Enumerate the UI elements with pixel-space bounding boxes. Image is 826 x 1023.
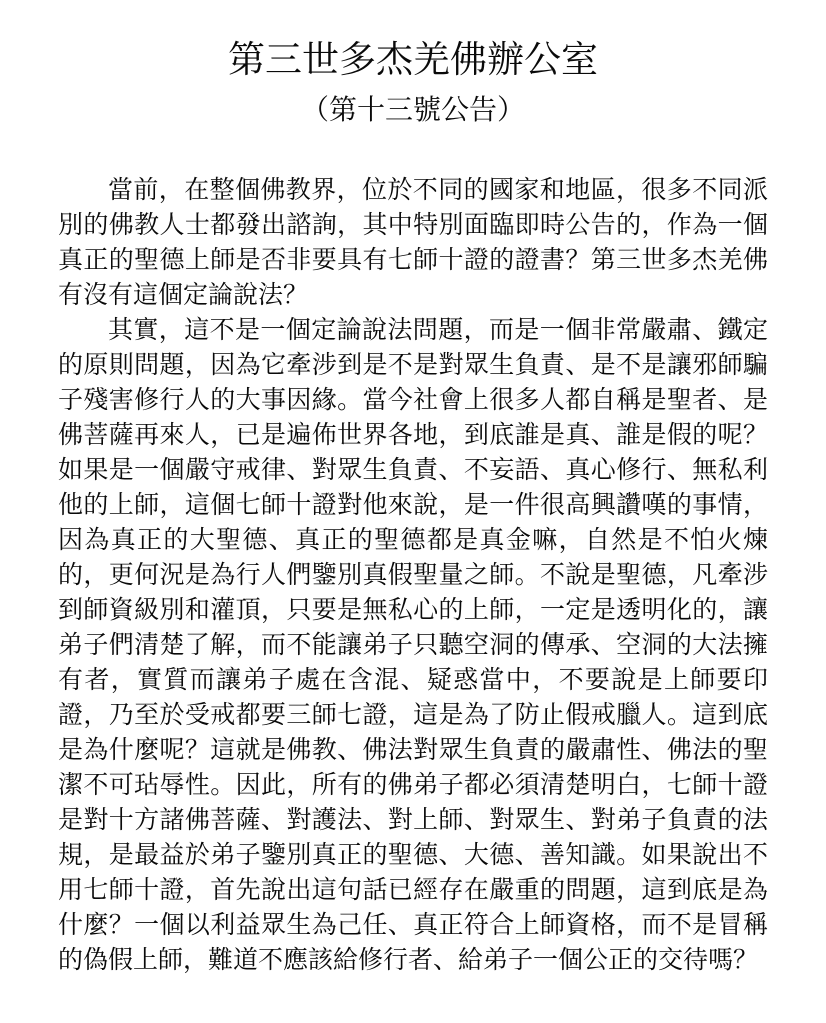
text-line: 證，乃至於受戒都要三師七證，這是為了防止假戒臘人。這到底 xyxy=(58,702,768,729)
text-line: 子殘害修行人的大事因緣。當今社會上很多人都自稱是聖者、是 xyxy=(58,387,768,414)
text-line: 弟子們清楚了解，而不能讓弟子只聽空洞的傳承、空洞的大法擁 xyxy=(58,632,768,659)
text-line: 用七師十證，首先說出這句話已經存在嚴重的問題，這到底是為 xyxy=(58,877,768,904)
text-line: 有沒有這個定論說法？ xyxy=(58,282,309,309)
text-line: 是為什麼呢？這就是佛教、佛法對眾生負責的嚴肅性、佛法的聖 xyxy=(58,737,768,764)
text-line: 什麼？一個以利益眾生為己任、真正符合上師資格，而不是冒稱 xyxy=(58,912,768,939)
text-line: 規，是最益於弟子鑒別真正的聖德、大德、善知識。如果說出不 xyxy=(58,842,768,869)
text-line: 別的佛教人士都發出諮詢，其中特別面臨即時公告的，作為一個 xyxy=(58,212,768,239)
document-body xyxy=(58,173,768,978)
text-line: 因為真正的大聖德、真正的聖德都是真金嘛，自然是不怕火煉 xyxy=(58,527,768,554)
text-line: 有者，實質而讓弟子處在含混、疑惑當中，不要說是上師要印 xyxy=(58,667,768,694)
text-line: 其實，這不是一個定論說法問題，而是一個非常嚴肅、鐵定 xyxy=(108,317,768,344)
text-line: 如果是一個嚴守戒律、對眾生負責、不妄語、真心修行、無私利 xyxy=(58,457,768,484)
text-line: 是對十方諸佛菩薩、對護法、對上師、對眾生、對弟子負責的法 xyxy=(58,807,768,834)
text-line: 的，更何況是為行人們鑒別真假聖量之師。不說是聖德，凡牽涉 xyxy=(58,562,768,589)
text-line: 真正的聖德上師是否非要具有七師十證的證書？第三世多杰羌佛 xyxy=(58,247,768,274)
text-line: 到師資級別和灌頂，只要是無私心的上師，一定是透明化的，讓 xyxy=(58,597,768,624)
text-line: 潔不可玷辱性。因此，所有的佛弟子都必須清楚明白，七師十證 xyxy=(58,772,768,799)
text-line: 當前，在整個佛教界，位於不同的國家和地區，很多不同派 xyxy=(108,177,768,204)
document-title: 第三世多杰羌佛辦公室 xyxy=(228,40,598,81)
text-line: 的原則問題，因為它牽涉到是不是對眾生負責、是不是讓邪師騙 xyxy=(58,352,768,379)
text-line: 他的上師，這個七師十證對他來說，是一件很高興讚嘆的事情， xyxy=(58,492,768,519)
document-subtitle: （第十三號公告） xyxy=(300,95,525,126)
text-line: 佛菩薩再來人，已是遍佈世界各地，到底誰是真、誰是假的呢？ xyxy=(58,422,768,449)
text-line: 的偽假上師，難道不應該給修行者、給弟子一個公正的交待嗎？ xyxy=(58,947,759,974)
